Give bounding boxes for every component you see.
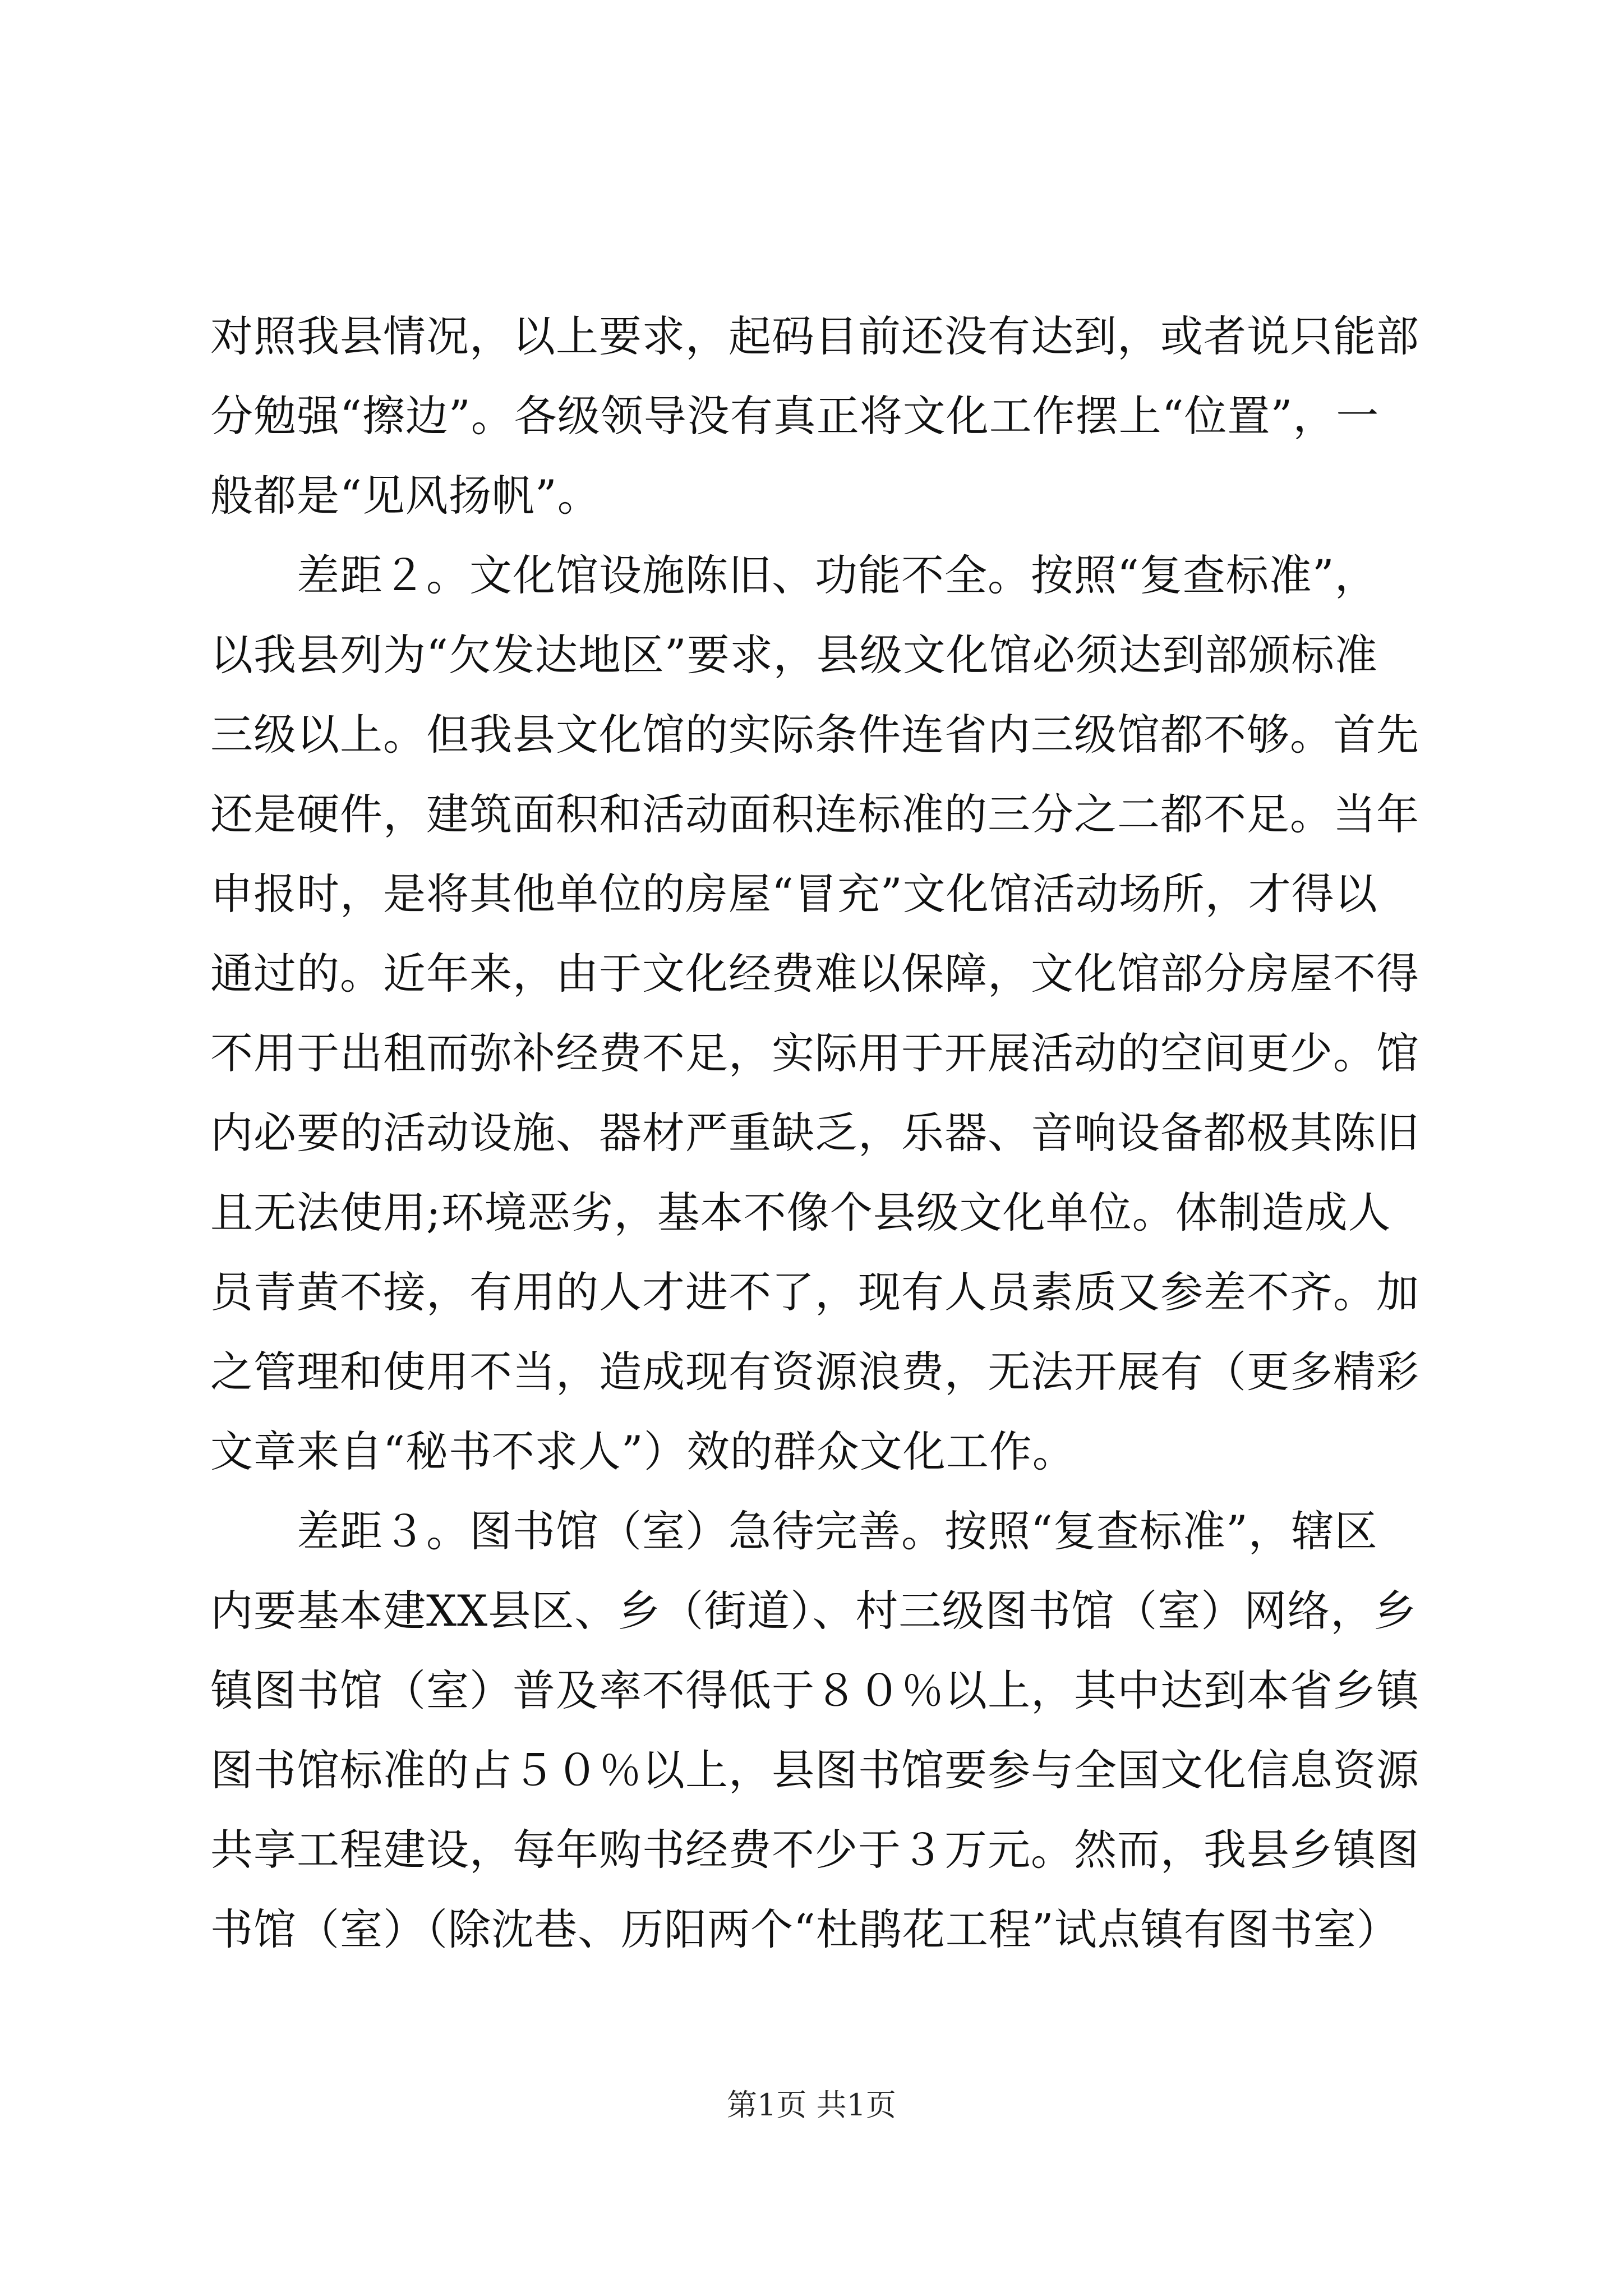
text-line: 且无法使用;环境恶劣，基本不像个县级文化单位。体制造成人 (210, 1188, 1391, 1237)
text-line: 内要基本建XX县区、乡（街道）、村三级图书馆（室）网络，乡 (210, 1586, 1417, 1636)
text-line: 差距２。文化馆设施陈旧、功能不全。按照“复查标准”， (210, 550, 1378, 600)
text-line: 不用于出租而弥补经费不足，实际用于开展活动的空间更少。馆 (210, 1028, 1419, 1078)
text-line: 差距３。图书馆（室）急待完善。按照“复查标准”，辖区 (210, 1506, 1378, 1556)
text-line: 分勉强“擦边”。各级领导没有真正将文化工作摆上“位置”，一 (210, 391, 1380, 441)
text-line: 镇图书馆（室）普及率不得低于８０％以上，其中达到本省乡镇 (210, 1665, 1419, 1715)
text-line: 员青黄不接，有用的人才进不了，现有人员素质又参差不齐。加 (210, 1267, 1419, 1317)
page-footer: 第1页 共1页 (727, 2087, 896, 2123)
text-line: 之管理和使用不当，造成现有资源浪费，无法开展有（更多精彩 (210, 1347, 1419, 1397)
text-line: 文章来自“秘书不求人”）效的群众文化工作。 (210, 1427, 1076, 1476)
text-line: 通过的。近年来，由于文化经费难以保障，文化馆部分房屋不得 (210, 949, 1419, 999)
text-line: 图书馆标准的占５０％以上，县图书馆要参与全国文化信息资源 (210, 1745, 1419, 1795)
text-line: 以我县列为“欠发达地区”要求，县级文化馆必须达到部颁标准 (210, 630, 1378, 680)
text-line: 对照我县情况，以上要求，起码目前还没有达到，或者说只能部 (210, 311, 1419, 361)
text-line: 还是硬件，建筑面积和活动面积连标准的三分之二都不足。当年 (210, 789, 1419, 839)
text-line: 书馆（室）（除沈巷、历阳两个“杜鹃花工程”试点镇有图书室） (210, 1904, 1400, 1954)
text-line: 内必要的活动设施、器材严重缺乏，乐器、音响设备都极其陈旧 (210, 1108, 1419, 1158)
text-line: 共享工程建设，每年购书经费不少于３万元。然而，我县乡镇图 (210, 1825, 1419, 1875)
text-line: 申报时，是将其他单位的房屋“冒充”文化馆活动场所，才得以 (210, 869, 1378, 919)
text-line: 般都是“见风扬帆”。 (210, 471, 601, 521)
text-line: 三级以上。但我县文化馆的实际条件连省内三级馆都不够。首先 (210, 710, 1419, 760)
